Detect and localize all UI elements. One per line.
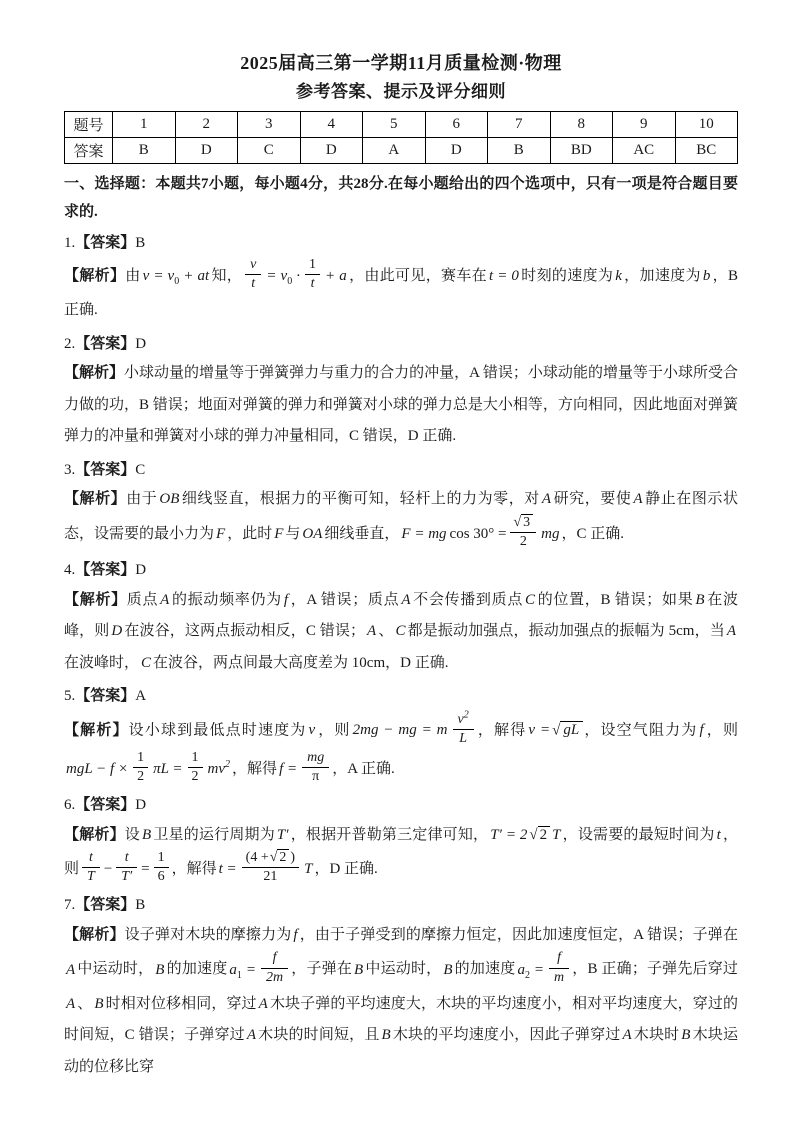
text-run: 、	[77, 995, 93, 1012]
math-roman: −	[103, 861, 113, 878]
math-expression: B	[443, 961, 453, 978]
text-run: ，此时	[227, 525, 273, 542]
square-root	[270, 849, 290, 865]
math-expression: v	[308, 722, 316, 739]
answer-cell: A	[363, 137, 426, 163]
answer-tag-label: 【答案】	[75, 562, 136, 579]
item-number: 5.	[64, 688, 76, 705]
radicand	[521, 514, 533, 530]
answer-tag-label: 【答案】	[75, 335, 136, 352]
answer-table	[64, 111, 738, 164]
fraction	[510, 514, 536, 551]
text-run: ，B 正确.	[64, 268, 738, 319]
text-run: 的振动频率仍为	[171, 591, 282, 608]
math-expression: A	[160, 591, 170, 608]
section-heading: 一、选择题：本题共7小题，每小题4分，共28分.在每小题给出的四个选项中，只有一项是符合题目要求的.	[64, 175, 738, 220]
analysis-tag-label: 【解析】	[64, 591, 127, 608]
answer-line	[64, 891, 738, 920]
text-run: 设	[124, 826, 140, 843]
math-roman: 1	[157, 850, 165, 866]
analysis-paragraph	[64, 920, 738, 1083]
answer-item	[64, 330, 738, 453]
math-expression: B	[155, 961, 165, 978]
math-roman: 1	[191, 749, 199, 765]
math-expression: A	[633, 491, 643, 508]
math-roman: 6	[157, 869, 165, 885]
text-run: ，设空气阻力为	[583, 722, 698, 739]
answer-cell: D	[425, 137, 488, 163]
answer-tag-label: 【答案】	[75, 461, 136, 478]
question-number-cell: 7	[488, 111, 551, 137]
fraction-denominator	[245, 275, 261, 293]
math-expression: C	[141, 654, 152, 671]
analysis-paragraph	[64, 820, 738, 889]
page-subtitle: 参考答案、提示及评分细则	[296, 81, 506, 101]
answer-row-label: 答案	[65, 137, 113, 163]
fraction	[302, 749, 329, 786]
answer-cell: BC	[675, 137, 738, 163]
math-expression: mgL − f ×	[66, 760, 129, 777]
item-number: 3.	[64, 461, 76, 478]
math-expression: f	[557, 950, 561, 966]
fraction-numerator	[302, 749, 329, 768]
text-run: 木块的平均速度小，因此子弹穿过	[392, 1027, 621, 1044]
math-expression: $mv^2$	[207, 758, 231, 777]
fraction-numerator	[242, 849, 299, 868]
math-expression: f =	[279, 760, 298, 777]
text-run: 木块子弹的平均速度大，木块的平均速度小，相对平均速度大，穿过的时间短，C 错误；子弹穿过	[64, 995, 738, 1044]
math-expression: t =	[218, 861, 237, 878]
radical-sign-icon: √	[269, 850, 278, 866]
math-expression: A	[66, 961, 76, 978]
items	[64, 229, 738, 1083]
text-run: 、	[378, 623, 394, 640]
answer-line	[64, 682, 738, 711]
question-number-cell: 5	[363, 111, 426, 137]
math-expression: mg	[307, 749, 325, 765]
text-run: ，设需要的最短时间为	[562, 826, 715, 843]
answer-line	[64, 330, 738, 359]
math-expression: gL	[563, 722, 580, 739]
math-expression: C	[395, 623, 406, 640]
text-run: ，子弹在	[291, 961, 353, 978]
text-run: 的位置，B 错误；如果	[537, 591, 694, 608]
fraction-denominator	[305, 275, 320, 293]
math-expression: = $v_0$ ·	[266, 268, 301, 288]
answer-item	[64, 456, 738, 553]
math-expression: mg	[541, 525, 560, 542]
math-expression: t	[251, 276, 256, 292]
text-run: 质点	[126, 591, 159, 608]
question-number-cell: 3	[238, 111, 301, 137]
math-expression: v =	[528, 722, 551, 739]
text-run: 木块时	[633, 1027, 680, 1044]
item-answer: D	[135, 562, 147, 579]
text-run: 细线竖直，根据力的平衡可知，轻杆上的力为零，对	[181, 491, 540, 508]
math-expression: F	[274, 525, 284, 542]
text-run: ，A 正确.	[332, 760, 395, 777]
radicand	[277, 849, 289, 865]
math-roman: 2	[191, 768, 199, 784]
fraction	[154, 849, 169, 886]
analysis-tag-label: 【解析】	[64, 365, 125, 382]
text-run: 木块的时间短，且	[257, 1027, 380, 1044]
fraction	[188, 749, 203, 786]
text-run: 在波谷，这两点振动相反，C 错误；	[124, 623, 366, 640]
text-run: 不会传播到质点	[412, 591, 524, 608]
fraction-denominator	[188, 768, 203, 786]
math-roman: π	[312, 768, 320, 784]
answer-cell: BD	[550, 137, 613, 163]
fraction-denominator	[82, 868, 100, 886]
fraction-numerator	[261, 949, 288, 968]
text-run: 由	[125, 268, 141, 285]
answer-table-answer-row	[65, 137, 738, 163]
fraction	[245, 256, 261, 293]
math-expression: $a_2$ =	[517, 961, 544, 981]
math-expression: A	[726, 623, 736, 640]
fraction-numerator	[549, 949, 569, 968]
math-expression: T	[552, 826, 561, 843]
text-run: 与	[285, 525, 301, 542]
math-roman: =	[141, 861, 150, 878]
text-run: 的加速度	[454, 961, 516, 978]
radicand	[538, 826, 551, 843]
text-run: ，解得	[171, 861, 217, 878]
item-answer: B	[135, 897, 146, 914]
fraction	[82, 849, 100, 886]
math-expression: f	[293, 926, 298, 943]
radicand	[560, 721, 583, 738]
text-run: ，解得	[476, 722, 527, 739]
item-answer: D	[135, 797, 147, 814]
analysis-paragraph	[64, 711, 738, 788]
item-number: 6.	[64, 797, 76, 814]
analysis-paragraph	[64, 585, 738, 680]
fraction-numerator	[245, 256, 261, 275]
math-expression: A	[66, 995, 76, 1012]
math-expression: A	[541, 491, 552, 508]
answer-item	[64, 891, 738, 1083]
fraction-denominator	[302, 768, 329, 786]
text-run: ，则	[705, 722, 738, 739]
answer-tag-label: 【答案】	[75, 897, 136, 914]
answer-cell: B	[113, 137, 176, 163]
fraction-denominator	[453, 730, 474, 748]
math-expression: B	[94, 995, 104, 1012]
fraction-denominator	[510, 533, 536, 551]
radical-sign-icon: √	[552, 722, 561, 739]
text-run: 在波峰时，	[64, 654, 140, 671]
math-roman: 3	[523, 514, 531, 530]
math-expression: A	[246, 1027, 256, 1044]
text-run: 都是振动加强点，振动加强点的振幅为 5cm，当	[407, 623, 725, 640]
text-run: 细线垂直，	[324, 525, 400, 542]
math-expression: D	[111, 623, 123, 640]
analysis-paragraph	[64, 258, 738, 327]
text-run: 中运动时，	[77, 961, 154, 978]
math-expression: B	[681, 1027, 691, 1044]
item-answer: C	[135, 461, 146, 478]
fraction-denominator	[133, 768, 148, 786]
radical-sign-icon: √	[513, 514, 522, 530]
fraction-numerator	[154, 849, 169, 868]
text-run: 静止在图示状态，设需要的最小力为	[64, 491, 738, 542]
fraction	[242, 849, 299, 886]
question-number-label: 题号	[65, 111, 113, 137]
analysis-paragraph	[64, 358, 738, 453]
question-number-cell: 4	[300, 111, 363, 137]
answer-line	[64, 791, 738, 820]
math-expression: 2m	[265, 969, 284, 985]
fraction	[453, 709, 474, 749]
math-roman: cos 30° =	[449, 525, 507, 542]
fraction-denominator	[116, 868, 137, 886]
text-run: ，D 正确.	[314, 861, 378, 878]
analysis-tag-label: 【解析】	[64, 268, 126, 285]
math-expression: A	[622, 1027, 632, 1044]
math-expression: v	[250, 256, 257, 272]
fraction-numerator	[453, 709, 474, 731]
analysis-paragraph	[64, 484, 738, 553]
text-run: 中运动时，	[365, 961, 442, 978]
math-expression: f	[272, 950, 277, 966]
fraction-numerator	[510, 514, 536, 533]
item-answer: B	[135, 235, 146, 252]
text-run: ，由此可见，赛车在	[348, 268, 487, 285]
answer-cell: D	[300, 137, 363, 163]
answer-cell: D	[175, 137, 238, 163]
answer-line	[64, 456, 738, 485]
math-roman: 1	[309, 256, 317, 272]
math-expression: B	[695, 591, 705, 608]
math-expression: t	[310, 276, 315, 292]
text-run: 木块运动的位移比穿	[64, 1027, 738, 1075]
text-run: 设小球到最低点时速度为	[128, 722, 307, 739]
fraction-denominator	[261, 969, 288, 987]
text-run: ，B 正确；子弹先后穿过	[572, 961, 738, 978]
math-expression: L	[459, 731, 467, 747]
fraction-numerator	[82, 849, 100, 868]
question-number-cell: 6	[425, 111, 488, 137]
fraction-numerator	[188, 749, 203, 768]
math-expression: C	[525, 591, 536, 608]
question-number-cell: 8	[550, 111, 613, 137]
math-expression: T′ = 2	[490, 826, 528, 843]
text-run: ，C 正确.	[561, 525, 625, 542]
item-number: 4.	[64, 562, 76, 579]
text-run: 小球动量的增量等于弹簧弹力与重力的合力的冲量，A 错误；小球动能的增量等于小球所受合力做的功，B 错误；地面对弹簧的弹力和弹簧对小球的弹力总是大小相等，方向相同，因此地面对弹簧弹力的冲量和弹簧对小球的弹力冲量相同，C 错误，D 正确.	[64, 365, 738, 445]
math-roman: 1	[137, 749, 145, 765]
text-run: ，解得	[232, 760, 278, 777]
math-expression: B	[141, 826, 152, 843]
math-expression: T′	[276, 826, 289, 843]
analysis-tag-label: 【解析】	[64, 826, 125, 843]
math-roman: 2	[279, 850, 287, 866]
math-expression: f	[699, 722, 704, 739]
math-expression: $a_1$ =	[229, 961, 256, 981]
answer-item	[64, 682, 738, 788]
item-number: 7.	[64, 897, 76, 914]
text-run: 卫星的运行周期为	[153, 826, 275, 843]
math-expression: b	[702, 268, 711, 285]
math-expression: t	[716, 826, 721, 843]
analysis-tag-label: 【解析】	[64, 926, 125, 943]
analysis-tag-label: 【解析】	[64, 491, 127, 508]
text-run: ，则	[64, 826, 738, 878]
question-number-cell: 9	[613, 111, 676, 137]
math-expression: m	[554, 969, 565, 985]
fraction-numerator	[116, 849, 137, 868]
math-expression: A	[258, 995, 268, 1012]
math-expression: 2mg − mg = m	[352, 722, 448, 739]
text-run: 时刻的速度为	[520, 268, 614, 285]
fraction-denominator	[242, 868, 299, 886]
question-number-cell: 1	[113, 111, 176, 137]
answer-tag-label: 【答案】	[75, 797, 136, 814]
text-run: ，加速度为	[623, 268, 701, 285]
math-roman: 2	[519, 533, 527, 549]
math-roman: 2	[539, 826, 548, 843]
math-expression: F = mg	[401, 525, 447, 542]
text-run: 由于	[126, 491, 158, 508]
math-expression: t = 0	[488, 268, 519, 285]
math-roman: 21	[263, 869, 278, 885]
fraction-denominator	[154, 868, 169, 886]
math-expression: F	[216, 525, 226, 542]
math-expression: f	[283, 591, 289, 608]
math-roman: )	[290, 850, 296, 866]
answer-cell: B	[488, 137, 551, 163]
text-run: 的加速度	[166, 961, 228, 978]
item-number: 2.	[64, 335, 76, 352]
math-expression: OA	[302, 525, 323, 542]
math-expression: A	[401, 591, 411, 608]
question-number-cell: 10	[675, 111, 738, 137]
math-expression: B	[354, 961, 364, 978]
math-expression: t	[88, 850, 93, 866]
math-expression: A	[367, 623, 377, 640]
fraction	[549, 949, 569, 986]
text-run: 在波峰，则	[64, 591, 738, 640]
answer-tag-label: 【答案】	[75, 235, 136, 252]
fraction	[133, 749, 148, 786]
math-expression: OB	[159, 491, 180, 508]
math-expression: T′	[121, 869, 133, 885]
math-expression: + a	[325, 268, 347, 285]
text-run: 研究，要使	[553, 491, 632, 508]
answer-line	[64, 556, 738, 585]
math-expression: T	[304, 861, 313, 878]
answer-cell: C	[238, 137, 301, 163]
answer-item	[64, 556, 738, 679]
question-number-cell: 2	[175, 111, 238, 137]
text-run: 时相对位移相同，穿过	[105, 995, 257, 1012]
math-expression: B	[381, 1027, 391, 1044]
text-run: ，A 错误；质点	[290, 591, 400, 608]
math-expression: t	[124, 850, 129, 866]
item-answer: A	[135, 688, 147, 705]
answer-item	[64, 229, 738, 326]
answer-cell: AC	[613, 137, 676, 163]
fraction-numerator	[305, 256, 320, 275]
math-expression: k	[615, 268, 622, 285]
text-run: 在波谷，两点间最大高度差为 10cm，D 正确.	[153, 654, 449, 671]
page-title: 2025届高三第一学期11月质量检测·物理	[240, 53, 562, 73]
square-root	[513, 514, 533, 530]
text-run: ，由于子弹受到的摩擦力恒定，因此加速度恒定，A 错误；子弹在	[299, 926, 738, 943]
item-number: 1.	[64, 235, 76, 252]
item-answer: D	[135, 335, 147, 352]
math-expression: T	[87, 869, 95, 885]
text-run: ，根据开普勒第三定律可知，	[290, 826, 489, 843]
fraction-denominator	[549, 969, 569, 987]
math-expression: πL =	[153, 760, 183, 777]
text-run: 知，	[211, 268, 243, 285]
answer-line	[64, 229, 738, 258]
fraction	[116, 849, 137, 886]
math-expression: $v = v_0$ + at	[142, 268, 210, 288]
text-run: ，则	[317, 722, 351, 739]
fraction	[261, 949, 288, 986]
fraction	[305, 256, 320, 293]
answer-item	[64, 791, 738, 888]
fraction-numerator	[133, 749, 148, 768]
square-root	[552, 721, 583, 738]
analysis-tag-label: 【解析】	[64, 722, 129, 739]
text-run: 设子弹对木块的摩擦力为	[124, 926, 292, 943]
math-expression: $v^2$	[457, 709, 469, 728]
answer-tag-label: 【答案】	[75, 688, 136, 705]
radical-sign-icon: √	[529, 826, 538, 843]
math-roman: (4 +	[245, 850, 269, 866]
answer-table-number-row	[65, 111, 738, 137]
square-root	[529, 826, 550, 843]
math-roman: 2	[137, 768, 145, 784]
